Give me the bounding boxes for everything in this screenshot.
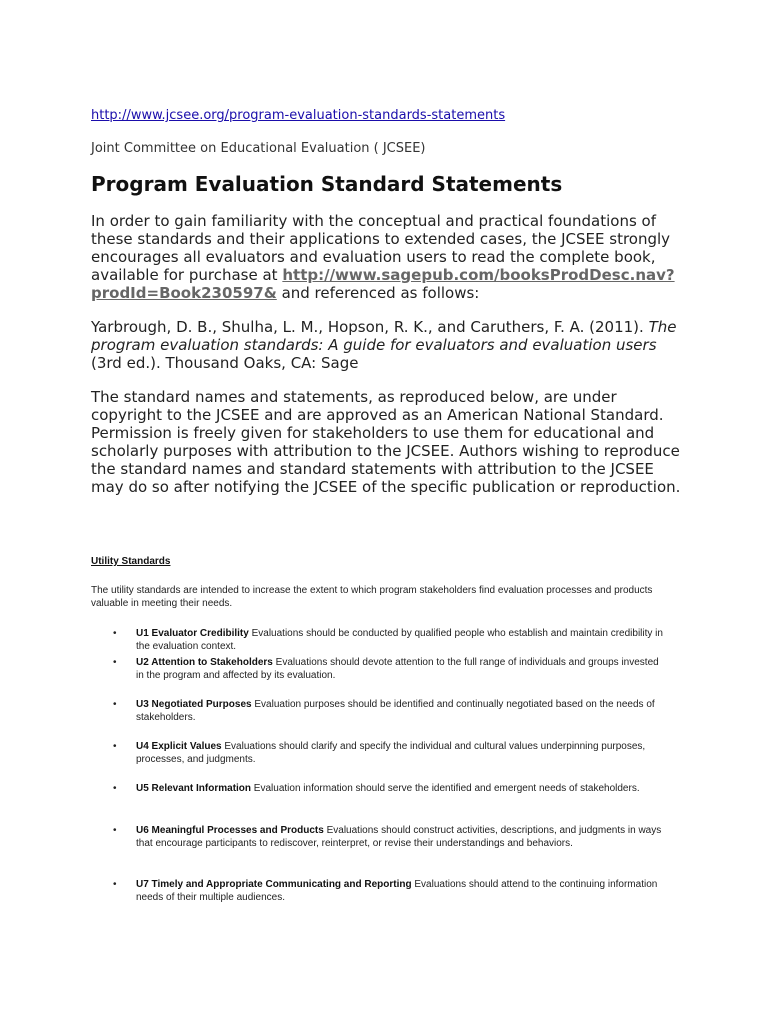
standard-code: U6 Meaningful Processes and Products	[136, 825, 324, 836]
bullet-icon: •	[113, 699, 117, 710]
intro-paragraph	[91, 212, 691, 302]
standard-text	[136, 740, 666, 766]
bullet-icon: •	[113, 879, 117, 890]
utility-standards-heading: Utility Standards	[91, 556, 171, 567]
citation-authors: Yarbrough, D. B., Shulha, L. M., Hopson, R. K., and Caruthers, F. A. (2011).	[91, 318, 649, 336]
standard-statement: Evaluations should be conducted by qualified people who establish and maintain credibility in the evaluation context.	[136, 628, 663, 652]
standard-code: U5 Relevant Information	[136, 783, 252, 794]
standard-text	[136, 878, 666, 904]
bullet-icon: •	[113, 783, 117, 794]
jcsee-source-link[interactable]: http://www.jcsee.org/program-evaluation-standards-statements	[91, 108, 506, 123]
standard-code: U4 Explicit Values	[136, 741, 222, 752]
standard-code: U3 Negotiated Purposes	[136, 699, 252, 710]
bullet-icon: •	[113, 657, 117, 668]
standard-text	[136, 782, 666, 795]
organization-line: Joint Committee on Educational Evaluation ( JCSEE)	[91, 141, 426, 156]
citation-book-title: The program evaluation standards: A guide for evaluators and evaluation users	[91, 318, 677, 354]
standard-statement: Evaluations should clarify and specify the individual and cultural values underpinning purposes, processes, and judgments.	[136, 741, 646, 765]
standard-text	[136, 656, 666, 682]
citation-edition: (3rd ed.). Thousand Oaks, CA: Sage	[91, 354, 359, 372]
standard-statement: Evaluation purposes should be identified and continually negotiated based on the needs of stakeholders.	[136, 699, 655, 723]
intro-text-before-link: In order to gain familiarity with the conceptual and practical foundations of these standards and their applications to extended cases, the JCSEE strongly encourages all evaluators and evaluation users to read the complete book, available for purchase at	[91, 212, 671, 284]
standard-text	[136, 698, 666, 724]
standard-text	[136, 824, 666, 850]
intro-text-after-link: and referenced as follows:	[276, 284, 480, 302]
copyright-paragraph: The standard names and statements, as reproduced below, are under copyright to the JCSEE and are approved as an American National Standard. Permission is freely given for stakeholders to use them for educational and scholarly purposes with attribution to the JCSEE. Authors wishing to reproduce the standard names and standard statements with attribution to the JCSEE may do so after notifying the JCSEE of the specific publication or reproduction.	[91, 388, 681, 496]
page-title: Program Evaluation Standard Statements	[91, 172, 563, 196]
standard-code: U7 Timely and Appropriate Communicating and Reporting	[136, 879, 412, 890]
standard-statement: Evaluation information should serve the identified and emergent needs of stakeholders.	[251, 783, 640, 794]
citation-paragraph	[91, 318, 691, 372]
standard-statement: Evaluations should construct activities, descriptions, and judgments in ways that encourage participants to rediscover, reinterpret, or revise their understandings and behaviors.	[136, 825, 662, 849]
standard-text	[136, 627, 666, 653]
standard-code: U2 Attention to Stakeholders	[136, 657, 273, 668]
bullet-icon: •	[113, 741, 117, 752]
utility-standards-intro: The utility standards are intended to increase the extent to which program stakeholders find evaluation processes and products valuable in meeting their needs.	[91, 585, 653, 609]
standard-statement: Evaluations should attend to the continuing information needs of their multiple audiences.	[136, 879, 658, 903]
sagepub-book-link[interactable]: http://www.sagepub.com/booksProdDesc.nav?prodId=Book230597&	[91, 266, 675, 302]
standard-statement: Evaluations should devote attention to the full range of individuals and groups invested in the program and affected by its evaluation.	[136, 657, 659, 681]
bullet-icon: •	[113, 825, 117, 836]
bullet-icon: •	[113, 628, 117, 639]
standard-code: U1 Evaluator Credibility	[136, 628, 249, 639]
